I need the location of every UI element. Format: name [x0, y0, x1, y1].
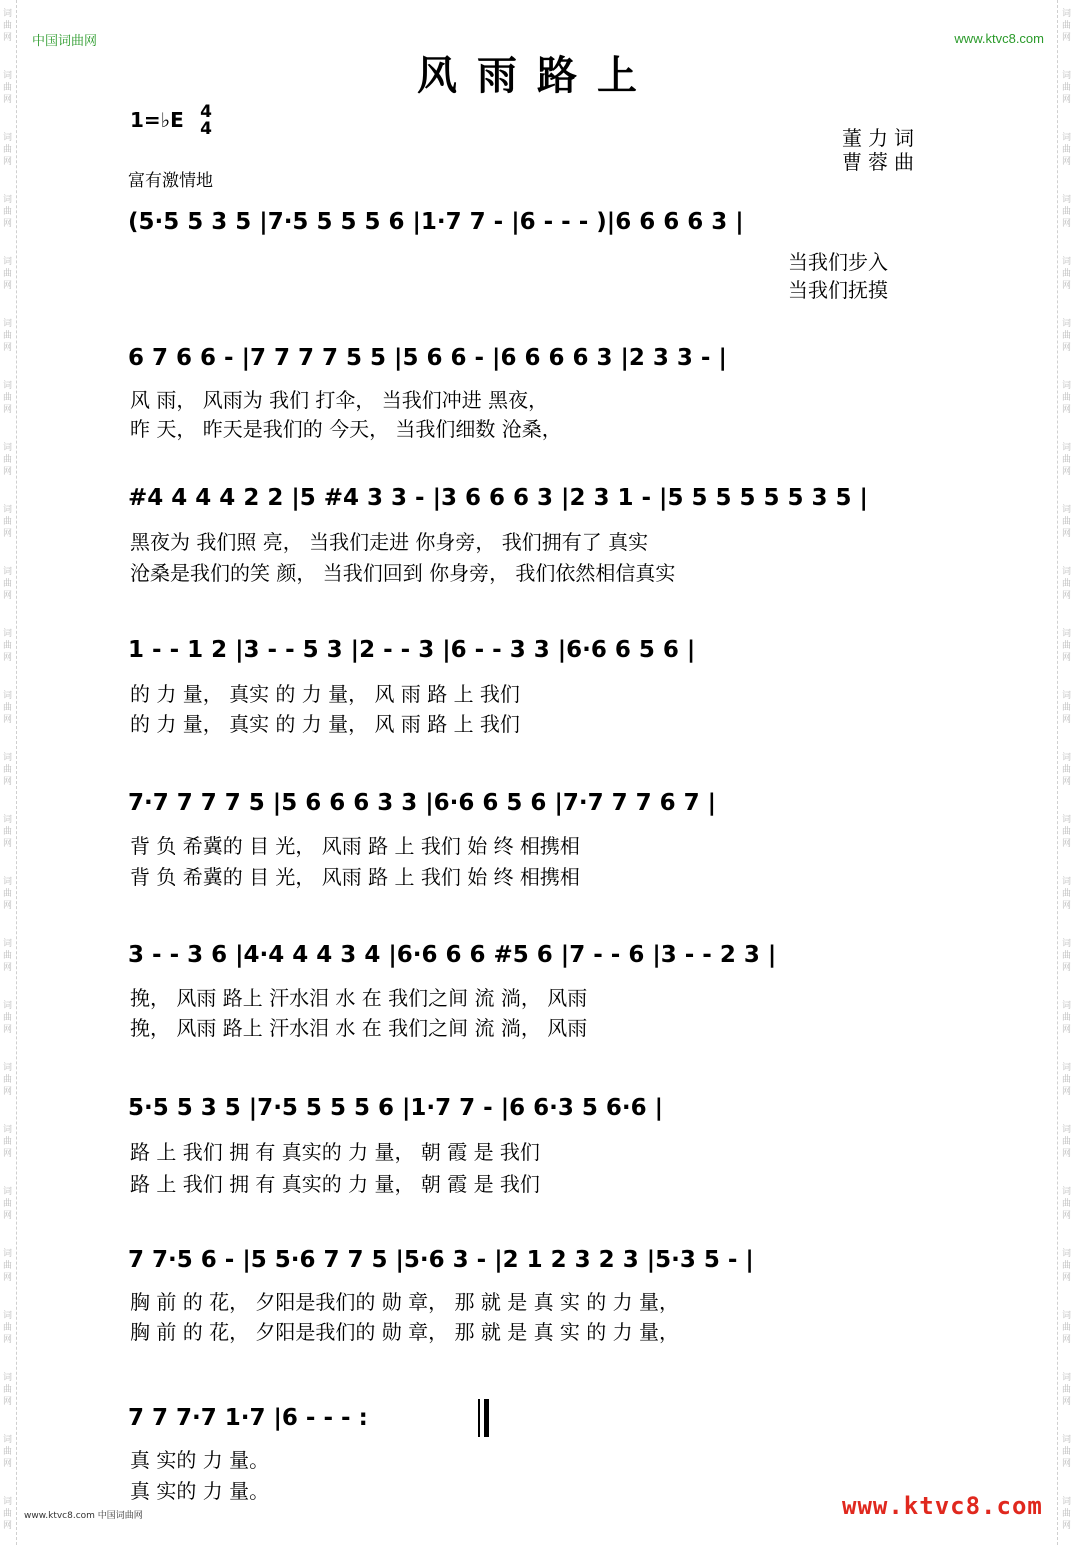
notation-line-4	[128, 630, 948, 670]
watermark-text: 词 曲 网	[3, 133, 13, 167]
watermark-text: 词 曲 网	[1061, 1497, 1071, 1531]
notation-text: 7 7 7·7 1·7 |6 - - - :	[128, 1405, 368, 1431]
repeat-end-thick-bar	[484, 1399, 489, 1437]
notation-text: 3 - - 3 6 |4·4 4 4 3 4 |6·6 6 6 #5 6 |7 - - 6 |3 - - 2 3 |	[128, 942, 777, 968]
watermark-text: 词 曲 网	[3, 815, 13, 849]
watermark-text: 词 曲 网	[1061, 1249, 1071, 1283]
time-signature	[196, 104, 216, 138]
lyric-line-4a: 的 力 量， 真实 的 力 量， 风 雨 路 上 我们	[130, 682, 520, 706]
notation-line-1	[128, 202, 948, 242]
repeat-end-thin-bar	[478, 1399, 480, 1437]
watermark-text: 词 曲 网	[3, 1435, 13, 1469]
watermark-text: 词 曲 网	[1061, 1187, 1071, 1221]
lyric-line-6b: 挽， 风雨 路上 汗水泪 水 在 我们之间 流 淌， 风雨	[130, 1016, 588, 1040]
notation-text: 7·7 7 7 7 5 |5 6 6 6 3 3 |6·6 6 5 6 |7·7 7 7 6 7 |	[128, 790, 717, 816]
lyric-line-8b: 胸 前 的 花， 夕阳是我们的 勋 章， 那 就 是 真 实 的 力 量，	[130, 1320, 680, 1344]
watermark-text: 词 曲 网	[1061, 319, 1071, 353]
lyric-line-9b: 真 实的 力 量。	[130, 1479, 270, 1503]
notation-line-3	[128, 478, 948, 518]
watermark-text: 词 曲 网	[1061, 71, 1071, 105]
key-signature: 1=♭E	[130, 108, 184, 132]
watermark-text: 词 曲 网	[3, 1497, 13, 1531]
watermark-text: 词 曲 网	[1061, 1001, 1071, 1035]
watermark-text: 词 曲 网	[1061, 629, 1071, 663]
lyric-line-4b: 的 力 量， 真实 的 力 量， 风 雨 路 上 我们	[130, 712, 520, 736]
watermark-text: 词 曲 网	[1061, 9, 1071, 43]
watermark-text: 词 曲 网	[3, 195, 13, 229]
notation-text: #4 4 4 4 2 2 |5 #4 3 3 - |3 6 6 6 3 |2 3 1 - |5 5 5 5 5 5 3 5 |	[128, 485, 868, 511]
site-logo[interactable]: www.ktvc8.com	[842, 1492, 1043, 1520]
notation-text: 1 - - 1 2 |3 - - 5 3 |2 - - 3 |6 - - 3 3 |6·6 6 5 6 |	[128, 637, 696, 663]
lyric-line-1b: 当我们抚摸	[788, 278, 888, 302]
watermark-text: 词 曲 网	[1061, 1373, 1071, 1407]
watermark-text: 词 曲 网	[1061, 1063, 1071, 1097]
site-url-right[interactable]: www.ktvc8.com	[954, 31, 1044, 46]
lyric-line-7b: 路 上 我们 拥 有 真实的 力 量， 朝 霞 是 我们	[130, 1172, 540, 1196]
watermark-text: 词 曲 网	[3, 1373, 13, 1407]
watermark-text: 词 曲 网	[3, 9, 13, 43]
watermark-text: 词 曲 网	[1061, 257, 1071, 291]
lyric-line-9a: 真 实的 力 量。	[130, 1448, 270, 1472]
watermark-text: 词 曲 网	[1061, 381, 1071, 415]
lyric-line-5a: 背 负 希冀的 目 光， 风雨 路 上 我们 始 终 相携相	[130, 834, 580, 858]
notation-line-2	[128, 338, 948, 378]
watermark-text: 词 曲 网	[1061, 133, 1071, 167]
watermark-text: 词 曲 网	[3, 1125, 13, 1159]
watermark-text: 词 曲 网	[3, 567, 13, 601]
watermark-text: 词 曲 网	[3, 1001, 13, 1035]
watermark-text: 词 曲 网	[1061, 691, 1071, 725]
lyric-line-6a: 挽， 风雨 路上 汗水泪 水 在 我们之间 流 淌， 风雨	[130, 986, 588, 1010]
watermark-text: 词 曲 网	[1061, 505, 1071, 539]
watermark-text: 词 曲 网	[3, 1311, 13, 1345]
lyric-line-3b: 沧桑是我们的笑 颜， 当我们回到 你身旁， 我们依然相信真实	[130, 561, 676, 585]
watermark-text: 词 曲 网	[3, 753, 13, 787]
time-signature-bottom: 4	[200, 119, 212, 139]
watermark-text: 词 曲 网	[3, 257, 13, 291]
lyric-line-2b: 昨 天， 昨天是我们的 今天， 当我们细数 沧桑，	[130, 417, 562, 441]
watermark-text: 词 曲 网	[3, 505, 13, 539]
notation-line-6	[128, 935, 948, 975]
notation-text: 7 7·5 6 - |5 5·6 7 7 5 |5·6 3 - |2 1 2 3 2 3 |5·3 5 - |	[128, 1247, 754, 1273]
notation-text: 6 7 6 6 - |7 7 7 7 5 5 |5 6 6 - |6 6 6 6 3 |2 3 3 - |	[128, 345, 727, 371]
watermark-text: 词 曲 网	[3, 443, 13, 477]
watermark-text: 词 曲 网	[3, 71, 13, 105]
lyric-line-8a: 胸 前 的 花， 夕阳是我们的 勋 章， 那 就 是 真 实 的 力 量，	[130, 1290, 680, 1314]
watermark-text: 词 曲 网	[1061, 1311, 1071, 1345]
watermark-text: 词 曲 网	[3, 1063, 13, 1097]
notation-line-8	[128, 1240, 948, 1280]
watermark-text: 词 曲 网	[1061, 753, 1071, 787]
notation-text: (5·5 5 3 5 |7·5 5 5 5 6 |1·7 7 - |6 - - - )|6 6 6 6 3 |	[128, 209, 744, 235]
watermark-text: 词 曲 网	[3, 381, 13, 415]
notation-line-7	[128, 1088, 948, 1128]
notation-line-9	[128, 1398, 948, 1438]
footer-small-text: www.ktvc8.com 中国词曲网	[24, 1511, 143, 1521]
watermark-text: 词 曲 网	[1061, 877, 1071, 911]
lyric-line-2a: 风 雨， 风雨为 我们 打伞， 当我们冲进 黑夜，	[130, 388, 549, 412]
composer-credit: 曹蓉曲	[842, 150, 920, 174]
watermark-text: 词 曲 网	[3, 1187, 13, 1221]
lyric-line-3a: 黑夜为 我们照 亮， 当我们走进 你身旁， 我们拥有了 真实	[130, 530, 649, 554]
notation-line-5	[128, 783, 948, 823]
watermark-text: 词 曲 网	[3, 629, 13, 663]
site-name-left[interactable]: 中国词曲网	[32, 34, 98, 49]
watermark-text: 词 曲 网	[1061, 1435, 1071, 1469]
watermark-text: 词 曲 网	[1061, 815, 1071, 849]
watermark-text: 词 曲 网	[1061, 567, 1071, 601]
lyric-line-7a: 路 上 我们 拥 有 真实的 力 量， 朝 霞 是 我们	[130, 1140, 540, 1164]
watermark-text: 词 曲 网	[1061, 195, 1071, 229]
watermark-text: 词 曲 网	[3, 691, 13, 725]
watermark-text: 词 曲 网	[1061, 1125, 1071, 1159]
watermark-text: 词 曲 网	[3, 1249, 13, 1283]
watermark-text: 词 曲 网	[1061, 939, 1071, 973]
notation-text: 5·5 5 3 5 |7·5 5 5 5 6 |1·7 7 - |6 6·3 5 6·6 |	[128, 1095, 664, 1121]
watermark-text: 词 曲 网	[3, 877, 13, 911]
watermark-text: 词 曲 网	[1061, 443, 1071, 477]
time-signature-top: 4	[200, 102, 212, 122]
watermark-text: 词 曲 网	[3, 319, 13, 353]
tempo-marking: 富有激情地	[128, 171, 213, 191]
watermark-text: 词 曲 网	[3, 939, 13, 973]
lyric-line-1a: 当我们步入	[788, 250, 888, 274]
lyric-line-5b: 背 负 希冀的 目 光， 风雨 路 上 我们 始 终 相携相	[130, 865, 580, 889]
song-title: 风雨路上	[417, 52, 657, 99]
lyricist-credit: 董力词	[842, 126, 920, 150]
